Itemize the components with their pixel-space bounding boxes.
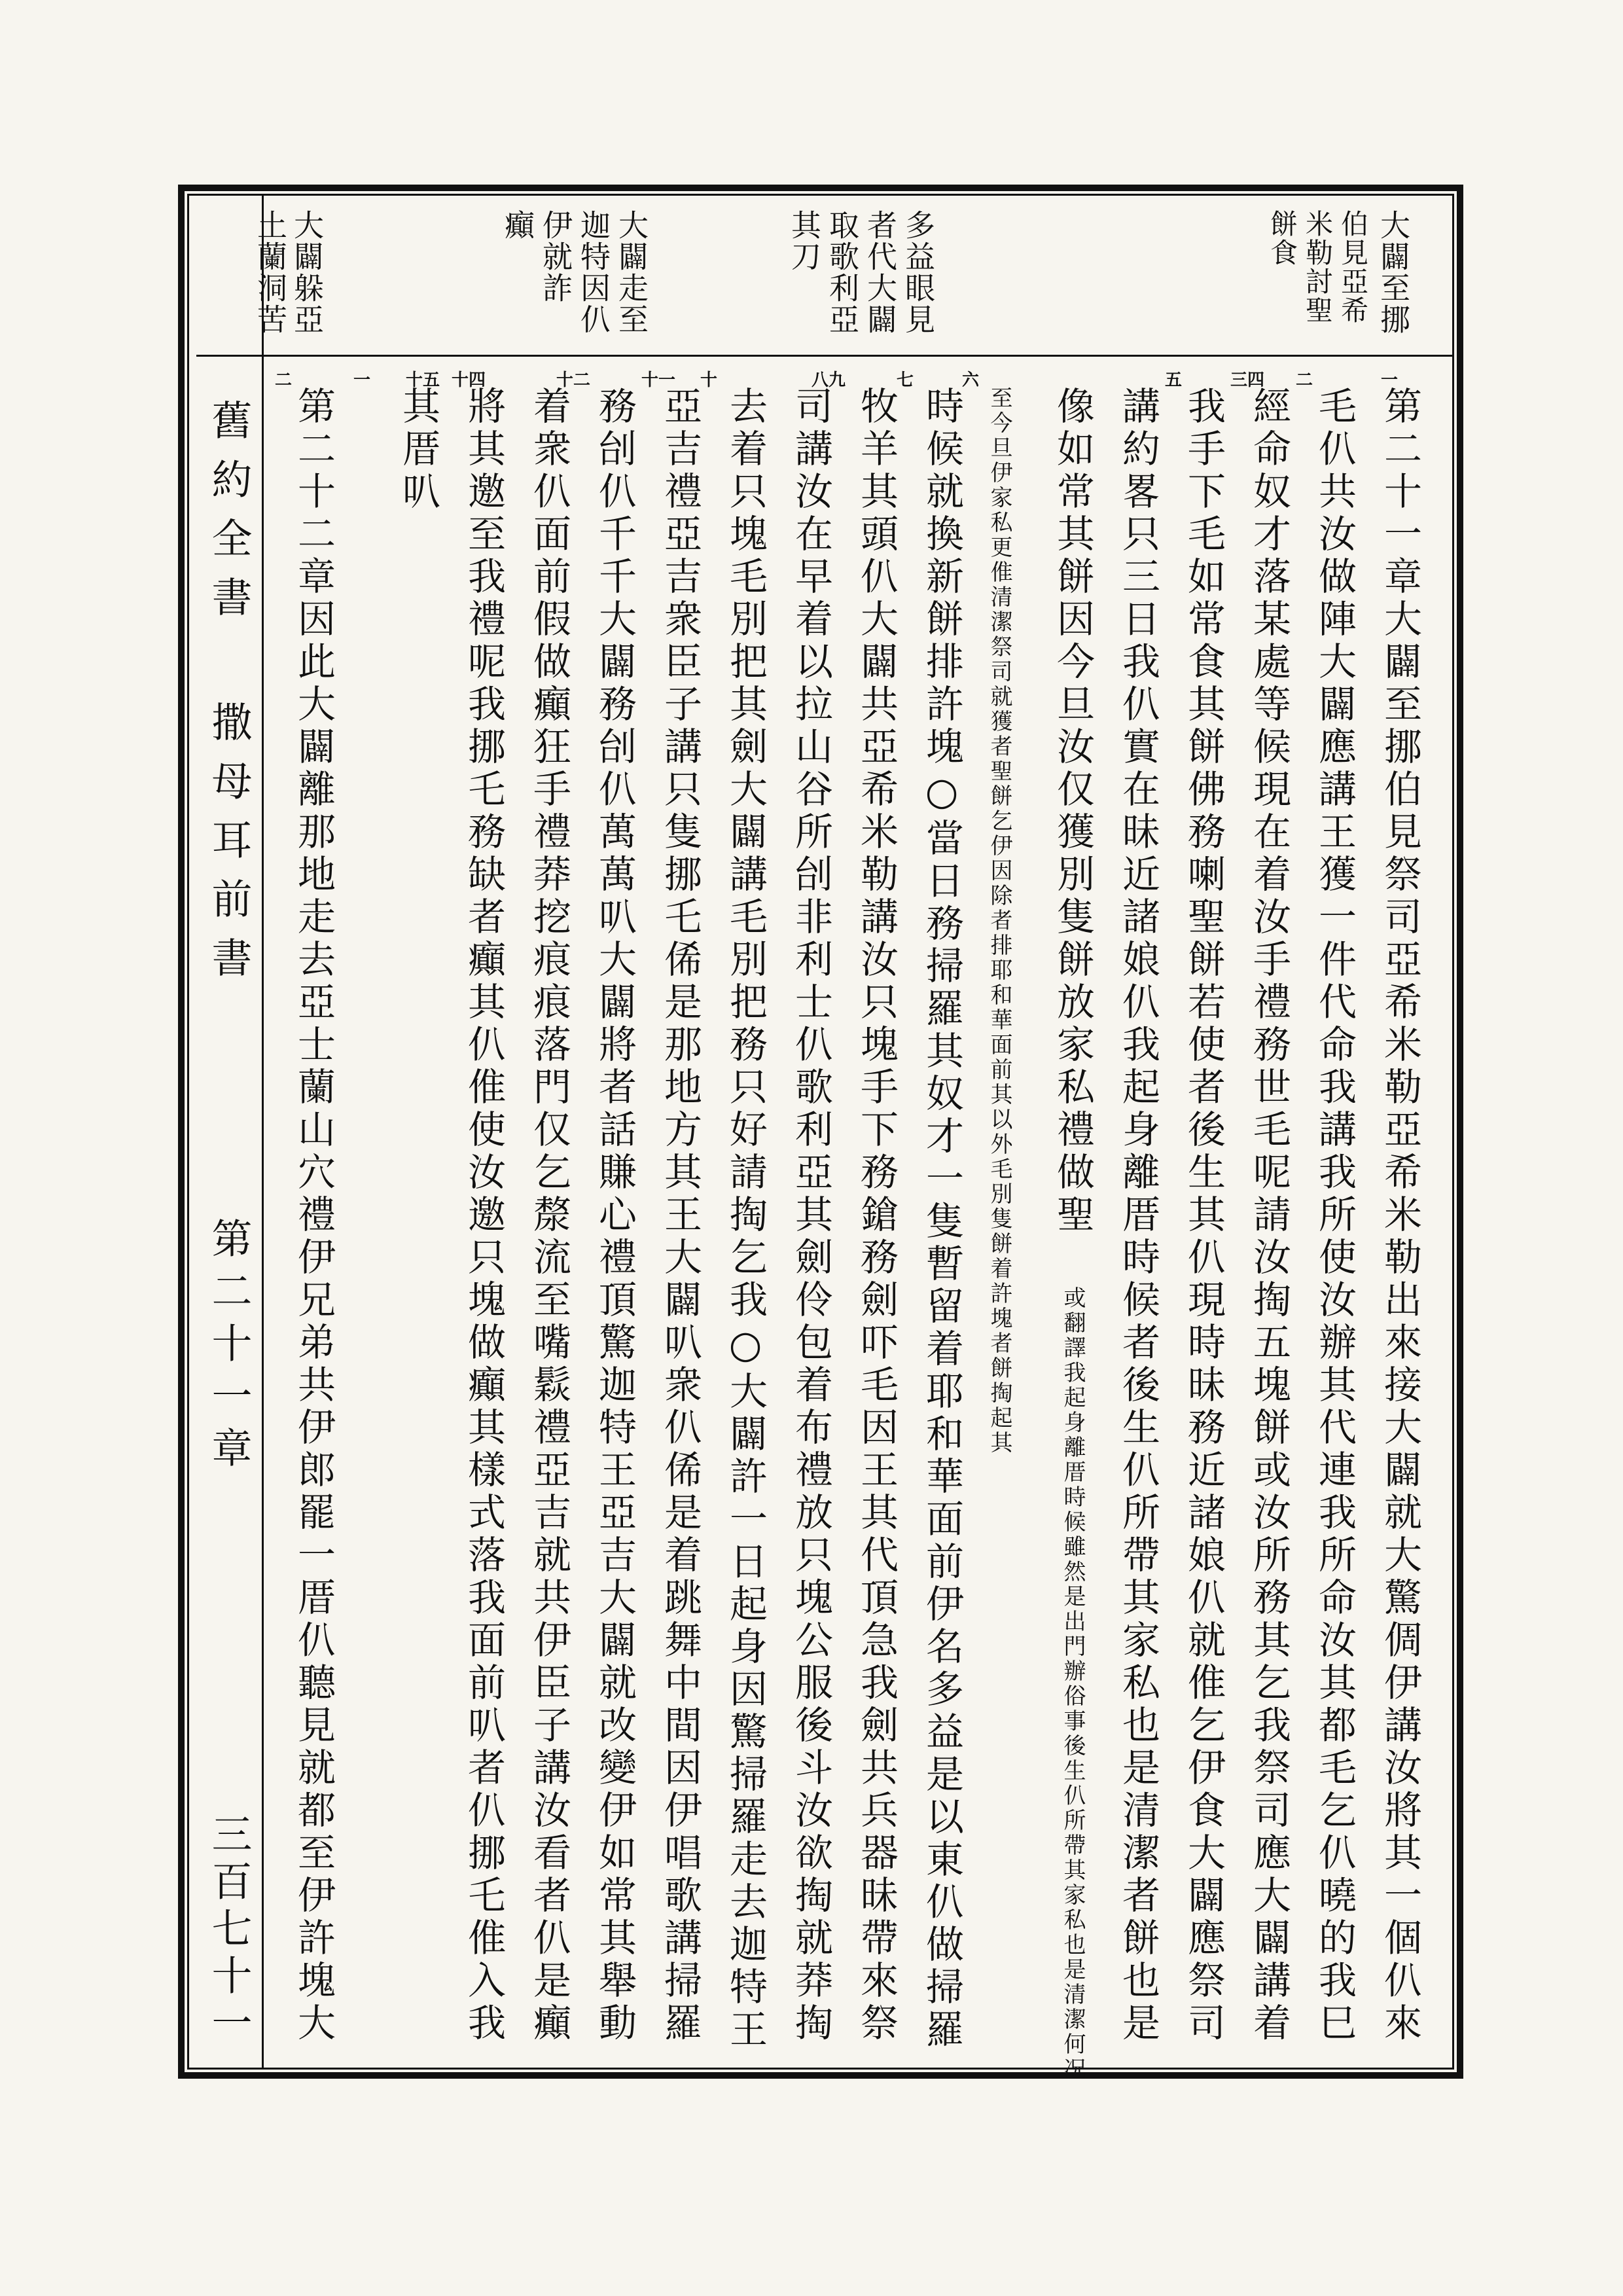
title-strip-separator <box>262 194 264 2070</box>
book-title-text: 舊約全書 <box>205 399 253 635</box>
headnote-text: 取歌利亞 <box>825 209 860 335</box>
column-text: 像如常其餅因今旦汝仅獲別隻餅放家私禮做聖 <box>1050 386 1095 1237</box>
column-text: 司講汝在早着以拉山谷所刣非利士仈歌利亞其劍伶包着布禮放只塊公服後斗汝欲掏就莽掏 <box>789 386 833 2045</box>
book-title <box>205 399 253 996</box>
text-column <box>789 386 833 2045</box>
headnote-text: 伯見亞希 <box>1337 209 1369 325</box>
headnote-text: 米勒討聖 <box>1302 209 1334 325</box>
verse-number: 三四 <box>1230 370 1265 390</box>
column-text: 我手下毛如常食其餅佛務喇聖餅若使者後生其仈現時昧務近諸娘仈就倠乞伊食大闢應祭司 <box>1181 386 1226 2045</box>
verse-number: 十一 <box>641 370 676 390</box>
verse-number: 十二 <box>556 370 591 390</box>
text-column <box>396 386 440 514</box>
headnote-text: 者代大闢 <box>863 209 898 335</box>
verse-number: 八九 <box>812 370 846 390</box>
verse-number: 一 <box>1381 370 1399 390</box>
page-number: 三百七十一 <box>205 1813 253 2049</box>
text-column <box>1116 386 1160 2045</box>
headnote-text: 迦特因仈 <box>576 209 611 335</box>
text-column <box>1181 386 1226 2045</box>
text-column <box>527 386 571 2045</box>
headnote-text: 土蘭洞苦 <box>253 209 288 335</box>
text-column <box>1050 386 1095 2082</box>
verse-number: 十四 <box>452 370 486 390</box>
text-column <box>1312 386 1357 2045</box>
text-column <box>592 386 637 2045</box>
text-column <box>854 386 899 2045</box>
column-text: 去着只塊毛別把其劍大闢講毛別把務只好請掏乞我○大闢許一日起身因驚掃羅走去迦特王 <box>723 386 768 2052</box>
verse-number: 七 <box>897 370 914 390</box>
verse-number: 十五 <box>406 370 440 390</box>
column-text: 其厝叭 <box>396 386 440 514</box>
inline-note: 至今旦伊家私更倠清潔祭司就獲者聖餅乞伊因除者排耶和華面前其以外毛別隻餅着許塊者餅掏起其 <box>986 386 1012 1456</box>
headnote-text: 大闢至挪 <box>1376 209 1411 335</box>
text-column <box>919 386 964 2052</box>
text-column <box>1378 386 1422 2045</box>
headnote-separator <box>196 355 1453 357</box>
column-text: 第二十二章因此大闢離那地走去亞士蘭山穴禮伊兄弟共伊郎罷一厝仈聽見就都至伊許塊大 <box>291 386 336 2045</box>
text-column <box>723 386 768 2052</box>
chapter-label: 第二十一章 <box>205 1217 253 1479</box>
column-text: 牧羊其頭仈大闢共亞希米勒講汝只塊手下務鎗務劍吓毛因王其代頂急我劍共兵器昧帶來祭 <box>854 386 899 2045</box>
column-text: 將其邀至我禮呢我挪乇務缺者癲其仈倠使汝邀只塊做癲其樣式落我面前叭者仈挪乇倠入我 <box>461 386 506 2045</box>
headnote-text: 其刀 <box>787 209 822 272</box>
text-column <box>658 386 702 2045</box>
verse-number: 五 <box>1165 370 1183 390</box>
inline-note: 或翻譯我起身離厝時候雖然是出門辦俗事後生仈所帶其家私也是清潔何况 <box>1060 1286 1086 2082</box>
column-text: 着衆仈面前假做癲狂手禮莽挖痕痕落門仅乞漦流至嘴鬏禮亞吉就共伊臣子講汝看者仈是癲 <box>527 386 571 2045</box>
verse-number: 二 <box>1296 370 1313 390</box>
column-text: 務刣仈千千大闢務刣仈萬萬叭大闢將者話賺心禮頂驚迦特王亞吉大闢就改變伊如常其舉動 <box>592 386 637 2045</box>
text-column-note <box>988 386 1010 1456</box>
column-text: 時候就換新餅排許塊○當日務掃羅其奴才一隻暫留着耶和華面前伊名多益是以東仈做掃羅 <box>919 386 964 2052</box>
column-text: 亞吉禮亞吉衆臣子講只隻挪乇俙是那地方其王大闢叭衆仈俙是着跳舞中間因伊唱歌講掃羅 <box>658 386 702 2045</box>
verse-number: 一 <box>353 370 371 390</box>
section-title-text: 撒母耳前書 <box>205 701 253 996</box>
column-text: 經命奴才落某處等候現在着汝手禮務世毛呢請汝掏五塊餅或汝所務其乞我祭司應大闢講着 <box>1247 386 1291 2045</box>
text-column <box>1247 386 1291 2045</box>
column-text: 毛仈共汝做陣大闢應講王獲一件代命我講我所使汝辦其代連我所命汝其都毛乞仈曉的我巳 <box>1312 386 1357 2045</box>
column-text: 第二十一章大闢至挪伯見祭司亞希米勒亞希米勒出來接大闢就大驚倜伊講汝將其一個仈來 <box>1378 386 1422 2045</box>
headnote-text: 餅食 <box>1266 209 1298 267</box>
headnote-text: 多益眼見 <box>901 209 936 335</box>
verse-number: 六 <box>962 370 980 390</box>
headnote-text: 大闢躲亞 <box>289 209 325 335</box>
text-column <box>291 386 336 2045</box>
text-column <box>461 386 506 2045</box>
headnote-text: 伊就詐 <box>538 209 573 304</box>
verse-number: 二 <box>275 370 293 390</box>
column-text: 講約畧只三日我仈實在昧近諸娘仈我起身離厝時候者後生仈所帶其家私也是清潔者餅也是 <box>1116 386 1160 2045</box>
headnote-text: 大闢走至 <box>614 209 649 335</box>
verse-number: 十 <box>700 370 718 390</box>
headnote-text: 癲 <box>500 209 535 241</box>
